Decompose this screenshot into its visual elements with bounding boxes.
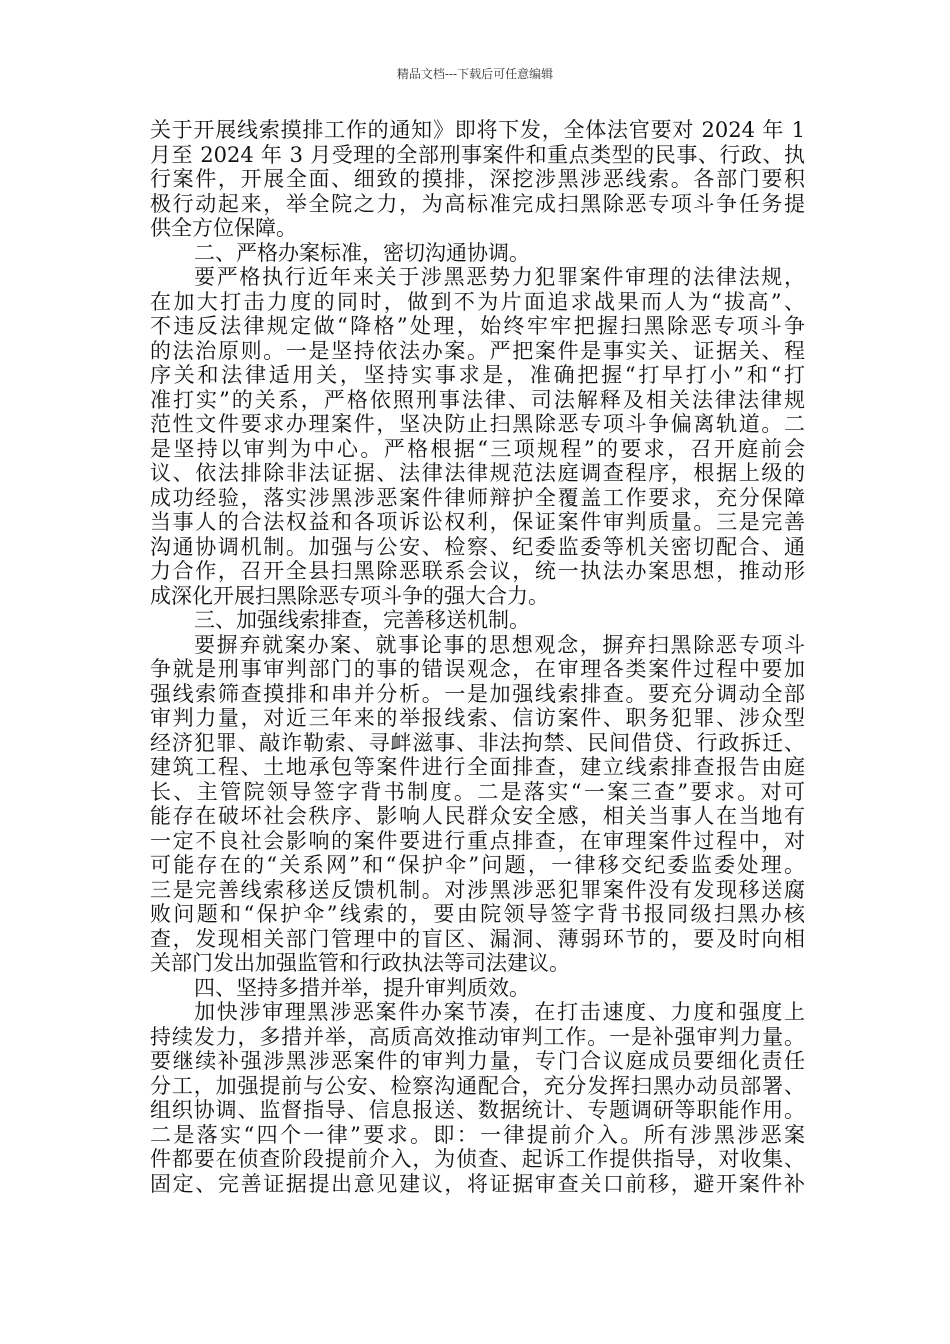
section-heading <box>150 241 805 266</box>
paragraph <box>150 1000 805 1196</box>
text-line: 三是完善线索移送反馈机制。对涉黑涉恶犯罪案件没有发现移送腐 <box>150 877 805 902</box>
text-line: 成深化开展扫黑除恶专项斗争的强大合力。 <box>150 583 549 608</box>
text-line: 二是落实“四个一律”要求。即：一律提前介入。所有涉黑涉恶案 <box>150 1122 805 1147</box>
text-line: 一定不良社会影响的案件要进行重点排查，在审理案件过程中，对 <box>150 828 805 853</box>
text-line: 是坚持以审判为中心。严格根据“三项规程”的要求，召开庭前会 <box>150 436 805 461</box>
text-line: 议、依法排除非法证据、法律法律规范法庭调查程序，根据上级的 <box>150 461 805 485</box>
text-line: 要严格执行近年来关于涉黑恶势力犯罪案件审理的法律法规， <box>194 265 805 289</box>
text-line: 力合作，召开全县扫黑除恶联系会议，统一执法办案思想，推动形 <box>150 559 805 583</box>
text-line: 关部门发出加强监管和行政执法等司法建议。 <box>150 951 570 975</box>
section-heading <box>150 976 805 1001</box>
text-line: 分工，加强提前与公安、检察沟通配合，充分发挥扫黑办动员部署、 <box>150 1073 805 1098</box>
text-line: 组织协调、监督指导、信息报送、数据统计、专题调研等职能作用。 <box>150 1098 805 1122</box>
text-line: 范性文件要求办理案件，坚决防止扫黑除恶专项斗争偏离轨道。二 <box>150 412 805 436</box>
text-line: 能存在破坏社会秩序、影响人民群众安全感，相关当事人在当地有 <box>150 804 805 828</box>
text-line: 要继续补强涉黑涉恶案件的审判力量，专门合议庭成员要细化责任 <box>150 1049 805 1073</box>
text-line: 审判力量，对近三年来的举报线索、信访案件、职务犯罪、涉众型 <box>150 706 805 730</box>
text-line: 建筑工程、土地承包等案件进行全面排查，建立线索排查报告由庭 <box>150 755 805 779</box>
text-line: 极行动起来，举全院之力，为高标准完成扫黑除恶专项斗争任务提 <box>150 191 805 216</box>
text-line: 沟通协调机制。加强与公安、检察、纪委监委等机关密切配合、通 <box>150 534 805 559</box>
text-line: 成功经验，落实涉黑涉恶案件律师辩护全覆盖工作要求，充分保障 <box>150 485 805 510</box>
text-line: 争就是刑事审判部门的事的错误观念，在审理各类案件过程中要加 <box>150 657 805 681</box>
text-line: 固定、完善证据提出意见建议，将证据审查关口前移，避开案件补 <box>150 1171 805 1196</box>
paragraph <box>150 118 805 241</box>
text-line: 查，发现相关部门管理中的盲区、漏洞、薄弱环节的，要及时向相 <box>150 926 805 951</box>
text-line: 强线索筛查摸排和串并分析。一是加强线索排查。要充分调动全部 <box>150 681 805 706</box>
text-line: 准打实”的关系，严格依照刑事法律、司法解释及相关法律法律规 <box>150 387 805 412</box>
text-line: 行案件，开展全面、细致的摸排，深挖涉黑涉恶线索。各部门要积 <box>150 167 805 191</box>
text-line: 可能存在的“关系网”和“保护伞”问题，一律移交纪委监委处理。 <box>150 853 805 877</box>
document-body <box>150 118 805 1196</box>
text-line: 败问题和“保护伞”线索的，要由院领导签字背书报同级扫黑办核 <box>150 902 805 926</box>
text-line: 件都要在侦查阶段提前介入，为侦查、起诉工作提供指导，对收集、 <box>150 1147 805 1171</box>
text-line: 当事人的合法权益和各项诉讼权利，保证案件审判质量。三是完善 <box>150 510 805 534</box>
section-heading-text: 四、坚持多措并举，提升审判质效。 <box>194 975 530 1000</box>
text-line: 不违反法律规定做“降格”处理，始终牢牢把握扫黑除恶专项斗争 <box>150 314 805 338</box>
text-line: 月至 2024 年 3 月受理的全部刑事案件和重点类型的民事、行政、执 <box>150 142 805 167</box>
text-line: 在加大打击力度的同时，做到不为片面追求战果而人为“拔高”、 <box>150 289 805 314</box>
text-line: 经济犯罪、敲诈勒索、寻衅滋事、非法拘禁、民间借贷、行政拆迁、 <box>150 730 805 755</box>
text-line: 要摒弃就案办案、就事论事的思想观念，摒弃扫黑除恶专项斗 <box>194 632 805 657</box>
paragraph <box>150 265 805 608</box>
text-line: 长、主管院领导签字背书制度。二是落实“一案三查”要求。对可 <box>150 779 805 804</box>
section-heading-text: 二、严格办案标准，密切沟通协调。 <box>194 240 530 265</box>
paragraph <box>150 633 805 976</box>
section-heading-text: 三、加强线索排查，完善移送机制。 <box>194 608 530 632</box>
text-line: 的法治原则。一是坚持依法办案。严把案件是事实关、证据关、程 <box>150 338 805 363</box>
text-line: 持续发力，多措并举，高质高效推动审判工作。一是补强审判力量。 <box>150 1024 805 1049</box>
text-line: 关于开展线索摸排工作的通知》即将下发，全体法官要对 2024 年 1 <box>150 118 805 142</box>
page-header: 精品文档---下载后可任意编辑 <box>396 67 554 81</box>
section-heading <box>150 608 805 633</box>
text-line: 序关和法律适用关，坚持实事求是，准确把握“打早打小”和“打 <box>150 363 805 387</box>
text-line: 供全方位保障。 <box>150 216 297 240</box>
text-line: 加快涉审理黑涉恶案件办案节凑，在打击速度、力度和强度上 <box>194 1000 805 1024</box>
